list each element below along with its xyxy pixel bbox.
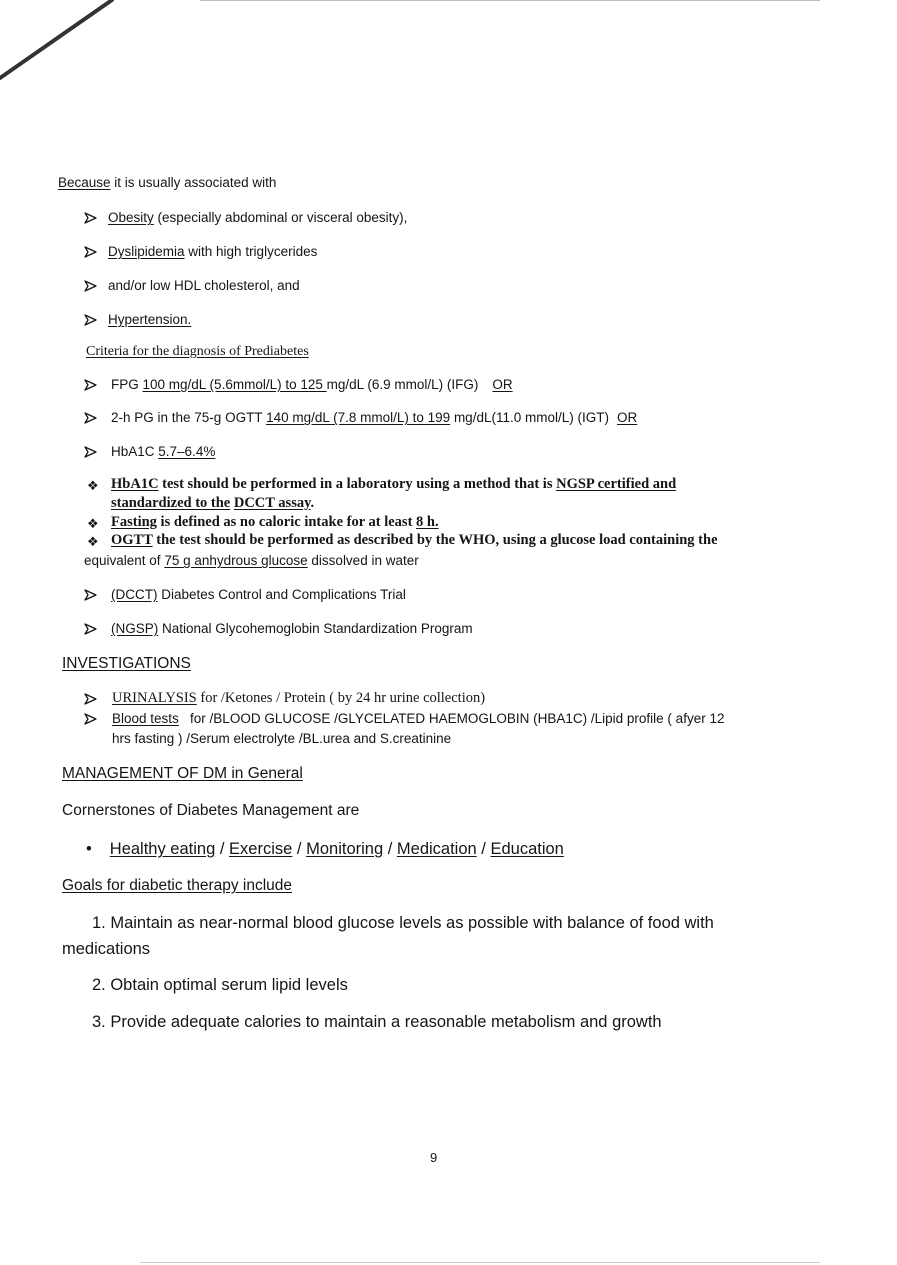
association-item — [108, 244, 317, 259]
arrow-bullet-icon — [84, 412, 97, 424]
note-ogtt — [111, 532, 718, 549]
note-text: is defined as no caloric intake for at least — [156, 514, 417, 530]
cornerstone-item: Healthy eating — [109, 840, 216, 858]
association-term: Dyslipidemia — [108, 244, 185, 259]
goal-2: 2. Obtain optimal serum lipid levels — [92, 976, 348, 994]
association-term: Hypertension. — [108, 312, 192, 327]
cornerstone-item: Education — [490, 840, 564, 858]
cornerstones-list — [86, 840, 564, 859]
goals-heading: Goals for diabetic therapy include — [62, 877, 293, 894]
arrow-bullet-icon — [84, 589, 97, 601]
note-fasting — [111, 514, 439, 531]
intro-rest: it is usually associated with — [110, 175, 277, 190]
criteria-fpg — [111, 377, 513, 392]
criteria-2h-pg — [111, 410, 637, 425]
abbreviation-term: (NGSP) — [111, 621, 159, 636]
pg-upper: mg/dL(11.0 mmol/L) (IGT) — [450, 410, 609, 425]
separator: / — [476, 840, 491, 858]
goal-1: 1. Maintain as near-normal blood glucose levels as possible with balance of food with — [92, 914, 714, 932]
association-item — [108, 210, 407, 225]
because-text: Because — [58, 175, 111, 190]
hba1c-label: HbA1C — [111, 444, 159, 459]
blood-tests-text: for /BLOOD GLUCOSE /GLYCELATED HAEMOGLOBIN (HBA1C) /Lipid profile ( afyer 12 — [178, 711, 725, 726]
association-text: with high triglycerides — [184, 244, 318, 259]
arrow-bullet-icon — [84, 713, 97, 725]
fpg-label: FPG — [111, 377, 143, 392]
goal-1-cont: medications — [62, 940, 151, 958]
abbreviation-term: (DCCT) — [111, 587, 158, 602]
arrow-bullet-icon — [84, 379, 97, 391]
arrow-bullet-icon — [84, 212, 97, 224]
scan-edge-line-bottom — [140, 1262, 820, 1263]
cornerstones-line: Cornerstones of Diabetes Management are — [62, 802, 360, 819]
blood-tests-term: Blood tests — [112, 711, 179, 726]
arrow-bullet-icon — [84, 446, 97, 458]
note-underlined: 75 g anhydrous glucose — [164, 553, 308, 568]
diamond-bullet-icon: ❖ — [87, 534, 99, 549]
cornerstone-item: Exercise — [229, 840, 293, 858]
note-term: Fasting — [111, 514, 157, 530]
scan-edge-line-top — [200, 0, 820, 1]
arrow-bullet-icon — [84, 314, 97, 326]
arrow-bullet-icon — [84, 280, 97, 292]
urinalysis-line — [112, 690, 485, 707]
note-underlined: NGSP certified and — [556, 476, 677, 492]
separator: / — [215, 840, 230, 858]
pg-range: 140 mg/dL (7.8 mmol/L) to 199 — [266, 410, 451, 425]
pen-stroke-mark — [0, 0, 120, 90]
blood-tests-cont: hrs fasting ) /Serum electrolyte /BL.urea and S.creatinine — [112, 731, 452, 746]
abbreviation-dcct — [111, 587, 406, 602]
arrow-bullet-icon — [84, 693, 97, 705]
management-heading: MANAGEMENT OF DM in General — [62, 765, 303, 782]
note-text: test should be performed in a laboratory using a method that is — [158, 476, 557, 492]
prediabetes-title: Criteria for the diagnosis of Prediabetes — [86, 344, 309, 359]
note-ogtt-cont — [84, 553, 419, 568]
note-hba1c-cont — [111, 495, 314, 512]
abbreviation-text: National Glycohemoglobin Standardization Program — [158, 621, 473, 636]
intro-line — [58, 175, 276, 190]
association-term: Obesity — [108, 210, 154, 225]
association-text: and/or low HDL cholesterol, and — [108, 278, 300, 293]
note-underlined: DCCT assay — [233, 495, 311, 511]
note-text: the test should be performed as described by the WHO, using a glucose load containing the — [152, 532, 718, 548]
fpg-upper: mg/dL (6.9 mmol/L) (IFG) — [326, 377, 479, 392]
note-underlined: standardized to the — [111, 495, 231, 511]
arrow-bullet-icon — [84, 623, 97, 635]
note-hba1c — [111, 476, 676, 493]
cornerstone-item: Medication — [396, 840, 477, 858]
note-end: dissolved in water — [307, 553, 419, 568]
note-end: . — [310, 495, 315, 511]
note-underlined: 8 h. — [416, 514, 439, 530]
page-number: 9 — [430, 1150, 438, 1165]
blood-tests-line — [112, 711, 724, 726]
association-item — [108, 312, 191, 327]
criteria-hba1c — [111, 444, 215, 459]
arrow-bullet-icon — [84, 246, 97, 258]
separator: / — [383, 840, 397, 858]
goal-3: 3. Provide adequate calories to maintain a reasonable metabolism and growth — [92, 1013, 662, 1031]
association-item — [108, 278, 300, 293]
urinalysis-text: for /Ketones / Protein ( by 24 hr urine collection) — [196, 690, 486, 706]
pg-label: 2-h PG in the 75-g OGTT — [111, 410, 267, 425]
urinalysis-term: URINALYSIS — [112, 690, 197, 706]
diamond-bullet-icon: ❖ — [87, 478, 99, 493]
bullet-dot: • — [86, 840, 92, 858]
association-text: (especially abdominal or visceral obesity), — [153, 210, 408, 225]
note-term: OGTT — [111, 532, 153, 548]
note-term: HbA1C — [111, 476, 159, 492]
note-text: equivalent of — [84, 553, 165, 568]
or-text: OR — [492, 377, 513, 392]
separator: / — [292, 840, 307, 858]
hba1c-range: 5.7–6.4% — [158, 444, 216, 459]
abbreviation-text: Diabetes Control and Complications Trial — [157, 587, 406, 602]
diamond-bullet-icon: ❖ — [87, 516, 99, 531]
cornerstone-item: Monitoring — [306, 840, 384, 858]
or-text: OR — [616, 410, 638, 425]
investigations-heading: INVESTIGATIONS — [62, 655, 191, 672]
fpg-range: 100 mg/dL (5.6mmol/L) to 125 — [142, 377, 327, 392]
abbreviation-ngsp — [111, 621, 473, 636]
